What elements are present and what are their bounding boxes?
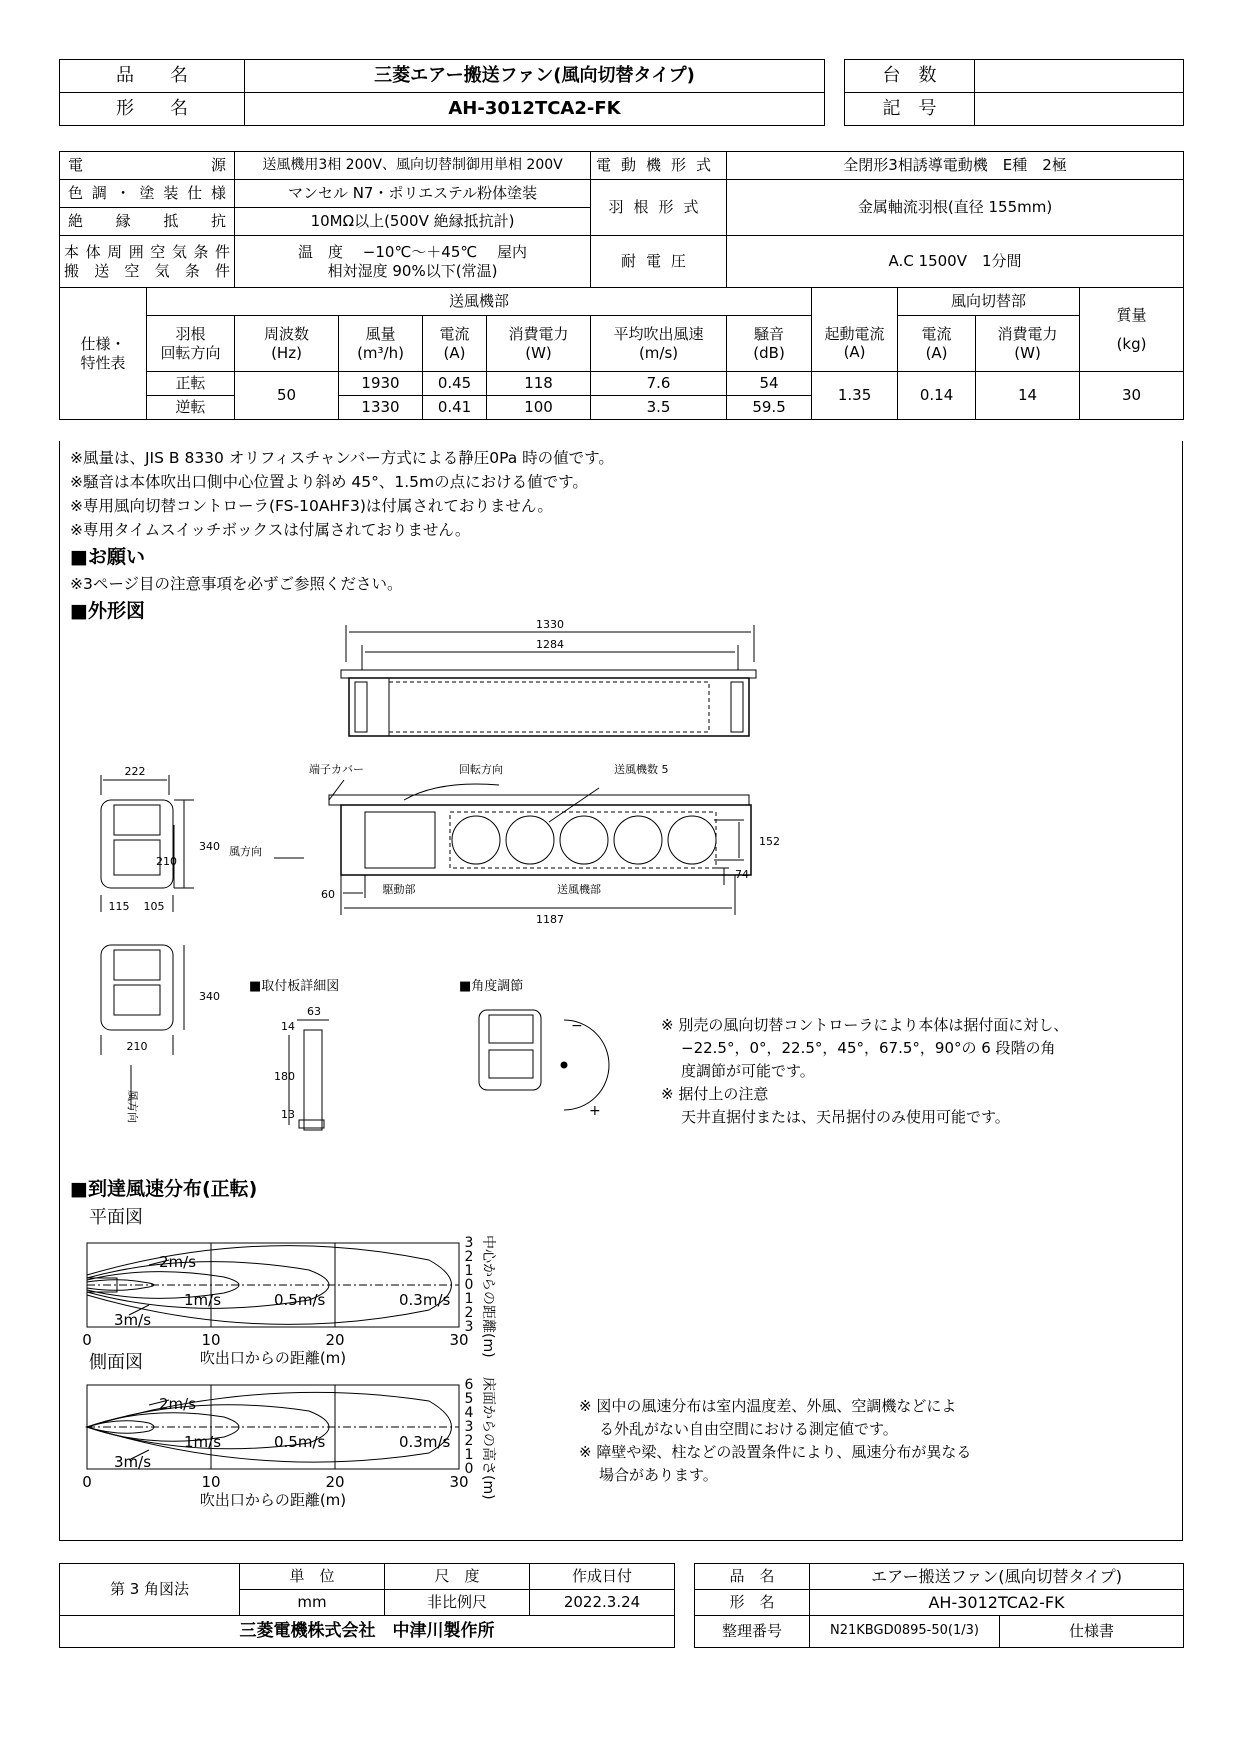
side-label-3: 3m/s: [114, 1453, 152, 1471]
rotation-label: 回転方向: [459, 763, 503, 776]
footer-gap: [675, 1564, 695, 1648]
outline-title: ■外形図: [70, 600, 145, 622]
row-forward-power: 118: [487, 372, 591, 396]
side-label-05: 0.5m/s: [274, 1433, 326, 1451]
fan-part-label: 送風機部: [557, 883, 601, 896]
dim-1284: 1284: [536, 638, 564, 651]
bracket-title: ■取付板詳細図: [249, 979, 340, 994]
ref-value: N21KBGD0895-50(1/3): [810, 1616, 1000, 1648]
side-y-tick: 3: [464, 1419, 474, 1435]
row-reverse-current: 0.41: [423, 396, 487, 420]
header-switch-power: 消費電力 (W): [976, 316, 1080, 372]
row-reverse-speed: 3.5: [591, 396, 727, 420]
side-view-title: 側面図: [89, 1352, 143, 1373]
outline-drawing: [59, 610, 1183, 1150]
mass-value: 30: [1080, 372, 1184, 420]
plan-y-tick: 3: [464, 1235, 474, 1251]
drive-part-label: 駆動部: [382, 883, 416, 896]
insulation-label: 絶縁抵抗: [60, 208, 235, 236]
unit-value: mm: [240, 1590, 385, 1616]
color-label: 色調・塗装仕様: [60, 180, 235, 208]
side-x-tick-20: 20: [325, 1473, 345, 1491]
plan-y-tick: 2: [464, 1305, 474, 1321]
plan-view-title: 平面図: [89, 1207, 143, 1228]
scale-value: 非比例尺: [385, 1590, 530, 1616]
projection: 第 3 角図法: [60, 1564, 240, 1616]
title-gap: [825, 60, 845, 93]
row-reverse-direction: 逆転: [147, 396, 235, 420]
product-label: 品 名: [695, 1564, 810, 1590]
note-airflow: ※風量は、JIS B 8330 オリフィスチャンバー方式による静圧0Pa 時の値です。: [70, 449, 614, 467]
row-reverse-power: 100: [487, 396, 591, 420]
distribution-note-1: ※ 図中の風速分布は室内温度差、外風、空調機などによ: [579, 1397, 957, 1415]
side-y-tick: 6: [464, 1377, 474, 1393]
distribution-note-4: 場合があります。: [599, 1466, 718, 1484]
distribution-title: ■到達風速分布(正転): [70, 1178, 258, 1200]
model-value: AH-3012TCA2-FK: [810, 1590, 1184, 1616]
dim-340a: 340: [199, 840, 220, 853]
dim-340b: 340: [199, 990, 220, 1003]
plan-y-tick: 0: [464, 1277, 474, 1293]
footer-title-block: [59, 1563, 1184, 1648]
start-current-spacer: [812, 288, 898, 316]
side-label-03: 0.3m/s: [399, 1433, 451, 1451]
plan-y-tick: 1: [464, 1263, 474, 1279]
row-forward-current: 0.45: [423, 372, 487, 396]
row-forward-direction: 正転: [147, 372, 235, 396]
dim-60: 60: [321, 888, 335, 901]
model-label: 形 名: [60, 93, 245, 126]
insulation-value: 10MΩ以上(500V 絶縁抵抗計): [235, 208, 591, 236]
row-forward-speed: 7.6: [591, 372, 727, 396]
product-value: エアー搬送ファン(風向切替タイプ): [810, 1564, 1184, 1590]
header-start-current: 起動電流 (A): [812, 316, 898, 372]
angle-minus: −: [571, 1018, 583, 1034]
header-speed: 平均吹出風速 (m/s): [591, 316, 727, 372]
header-switch-current: 電流 (A): [898, 316, 976, 372]
product-name: 三菱エアー搬送ファン(風向切替タイプ): [245, 60, 825, 93]
plan-label-03: 0.3m/s: [399, 1291, 451, 1309]
env-value-1: 温 度 −10℃〜＋45℃ 屋内: [298, 242, 528, 261]
plan-label-05: 0.5m/s: [274, 1291, 326, 1309]
env-value-2: 相対湿度 90%以下(常温): [327, 261, 498, 280]
withstand-label: 耐電圧: [591, 236, 727, 288]
unit-label: 単 位: [240, 1564, 385, 1590]
blade-type-label: 羽根形式: [591, 180, 727, 236]
row-forward-airflow: 1930: [339, 372, 423, 396]
plan-x-tick-0: 0: [82, 1331, 92, 1349]
side-y-tick: 1: [464, 1447, 474, 1463]
fan-count-label: 送風機数 5: [614, 763, 669, 776]
dim-105: 105: [143, 900, 165, 913]
bracket-detail: [289, 1020, 329, 1130]
side-x-tick-30: 30: [449, 1473, 469, 1491]
header-airflow: 風量 (m³/h): [339, 316, 423, 372]
plan-y-tick: 3: [464, 1319, 474, 1335]
wind-dir-label: 風方向: [229, 845, 262, 858]
note-timer-box: ※専用タイムスイッチボックスは付属されておりません。: [70, 521, 471, 539]
side-label-2: 2m/s: [159, 1395, 197, 1413]
angle-title: ■角度調節: [459, 979, 524, 994]
switch-section-header: 風向切替部: [898, 288, 1080, 316]
mass-header-label: 質量: [1116, 305, 1147, 324]
fan-section-header: 送風機部: [147, 288, 812, 316]
plan-label-2: 2m/s: [159, 1253, 197, 1271]
dim-222: 222: [124, 765, 146, 778]
plan-y-label: 中心からの距離(m): [480, 1235, 496, 1358]
withstand-value: A.C 1500V 1分間: [727, 236, 1184, 288]
row-reverse-airflow: 1330: [339, 396, 423, 420]
plan-label-1: 1m/s: [184, 1291, 222, 1309]
side-view: [101, 775, 194, 1110]
title-gap: [825, 93, 845, 126]
dim-13: 13: [281, 1108, 295, 1121]
plan-x-tick-20: 20: [325, 1331, 345, 1349]
dim-1330: 1330: [536, 618, 564, 631]
plan-x-tick-10: 10: [201, 1331, 221, 1349]
mass-header-unit: (kg): [1116, 334, 1147, 353]
angle-plus: +: [589, 1103, 601, 1119]
request-title: ■お願い: [70, 546, 145, 568]
motor-type-value: 全閉形3相誘導電動機 E種 2極: [727, 152, 1184, 180]
dim-210b: 210: [126, 1040, 148, 1053]
switch-current-value: 0.14: [898, 372, 976, 420]
distribution-note-3: ※ 障壁や梁、柱などの設置条件により、風速分布が異なる: [579, 1443, 972, 1461]
dim-1187: 1187: [536, 913, 564, 926]
color-value: マンセル N7・ポリエステル粉体塗装: [235, 180, 591, 208]
dim-210a: 210: [156, 855, 177, 868]
product-name-label: 品 名: [60, 60, 245, 93]
side-y-tick: 2: [464, 1433, 474, 1449]
spec-table: [59, 151, 1184, 420]
distribution-chart: [59, 1205, 1183, 1525]
symbol-label: 記 号: [845, 93, 975, 126]
ref-label: 整理番号: [695, 1616, 810, 1648]
wind-dir-vertical: 風方向: [126, 1090, 139, 1123]
plan-y-tick: 2: [464, 1249, 474, 1265]
switch-power-value: 14: [976, 372, 1080, 420]
plan-label-3: 3m/s: [114, 1311, 152, 1329]
notes-block: [70, 446, 1170, 626]
model-name: AH-3012TCA2-FK: [245, 93, 825, 126]
dim-152: 152: [759, 835, 780, 848]
header-frequency: 周波数 (Hz): [235, 316, 339, 372]
power-value: 送風機用3相 200V、風向切替制御用単相 200V: [235, 152, 591, 180]
angle-note-3: 度調節が可能です。: [681, 1062, 815, 1080]
side-y-tick: 5: [464, 1391, 474, 1407]
side-x-label: 吹出口からの距離(m): [199, 1491, 347, 1509]
note-noise: ※騒音は本体吹出口側中心位置より斜め 45°、1.5mの点における値です。: [70, 473, 588, 491]
side-y-tick: 0: [464, 1461, 474, 1477]
title-block: [59, 59, 1184, 126]
scale-label: 尺 度: [385, 1564, 530, 1590]
dim-180: 180: [274, 1070, 295, 1083]
side-label-1: 1m/s: [184, 1433, 222, 1451]
start-current-value: 1.35: [812, 372, 898, 420]
header-noise: 騒音 (dB): [727, 316, 812, 372]
angle-note-2: −22.5°，0°，22.5°，45°，67.5°，90°の 6 段階の角: [681, 1039, 1056, 1057]
plan-y-tick: 1: [464, 1291, 474, 1307]
motor-type-label: 電動機形式: [591, 152, 727, 180]
side-x-tick-0: 0: [82, 1473, 92, 1491]
date-value: 2022.3.24: [530, 1590, 675, 1616]
header-current: 電流 (A): [423, 316, 487, 372]
side-x-tick-10: 10: [201, 1473, 221, 1491]
row-forward-noise: 54: [727, 372, 812, 396]
quantity-label: 台 数: [845, 60, 975, 93]
quantity-value: [975, 60, 1184, 93]
header-power: 消費電力 (W): [487, 316, 591, 372]
company-name: 三菱電機株式会社 中津川製作所: [60, 1616, 675, 1648]
row-reverse-noise: 59.5: [727, 396, 812, 420]
env-label: [60, 236, 235, 288]
front-view: [274, 780, 751, 915]
angle-note-1: ※ 別売の風向切替コントローラにより本体は据付面に対し、: [661, 1016, 1069, 1034]
frequency-value: 50: [235, 372, 339, 420]
install-note-2: 天井直据付または、天吊据付のみ使用可能です。: [681, 1108, 1010, 1126]
mass-header: [1080, 288, 1184, 372]
dim-115: 115: [108, 900, 130, 913]
install-note-1: ※ 据付上の注意: [661, 1085, 769, 1103]
env-label-2: 搬送空気条件: [64, 261, 231, 280]
env-value: [235, 236, 591, 288]
env-label-1: 本体周囲空気条件: [64, 242, 231, 261]
request-text: ※3ページ目の注意事項を必ずご参照ください。: [70, 575, 403, 593]
char-label: 仕様・特性表: [60, 288, 147, 420]
symbol-value: [975, 93, 1184, 126]
angle-detail: [479, 1010, 609, 1110]
power-label: 電源: [60, 152, 235, 180]
dim-14: 14: [281, 1020, 295, 1033]
plan-x-label: 吹出口からの距離(m): [199, 1349, 347, 1367]
dim-74: 74: [735, 868, 749, 881]
side-y-label: 床面からの高さ(m): [480, 1377, 496, 1500]
plan-x-tick-30: 30: [449, 1331, 469, 1349]
dim-63: 63: [307, 1005, 321, 1018]
note-controller: ※専用風向切替コントローラ(FS-10AHF3)は付属されておりません。: [70, 497, 553, 515]
side-y-tick: 4: [464, 1405, 474, 1421]
blade-type-value: 金属軸流羽根(直径 155mm): [727, 180, 1184, 236]
model-label: 形 名: [695, 1590, 810, 1616]
header-blade-direction: 羽根 回転方向: [147, 316, 235, 372]
doc-type: 仕様書: [1000, 1616, 1184, 1648]
terminal-cover-label: 端子カバー: [309, 763, 364, 776]
distribution-note-2: る外乱がない自由空間における測定値です。: [599, 1420, 898, 1438]
date-label: 作成日付: [530, 1564, 675, 1590]
